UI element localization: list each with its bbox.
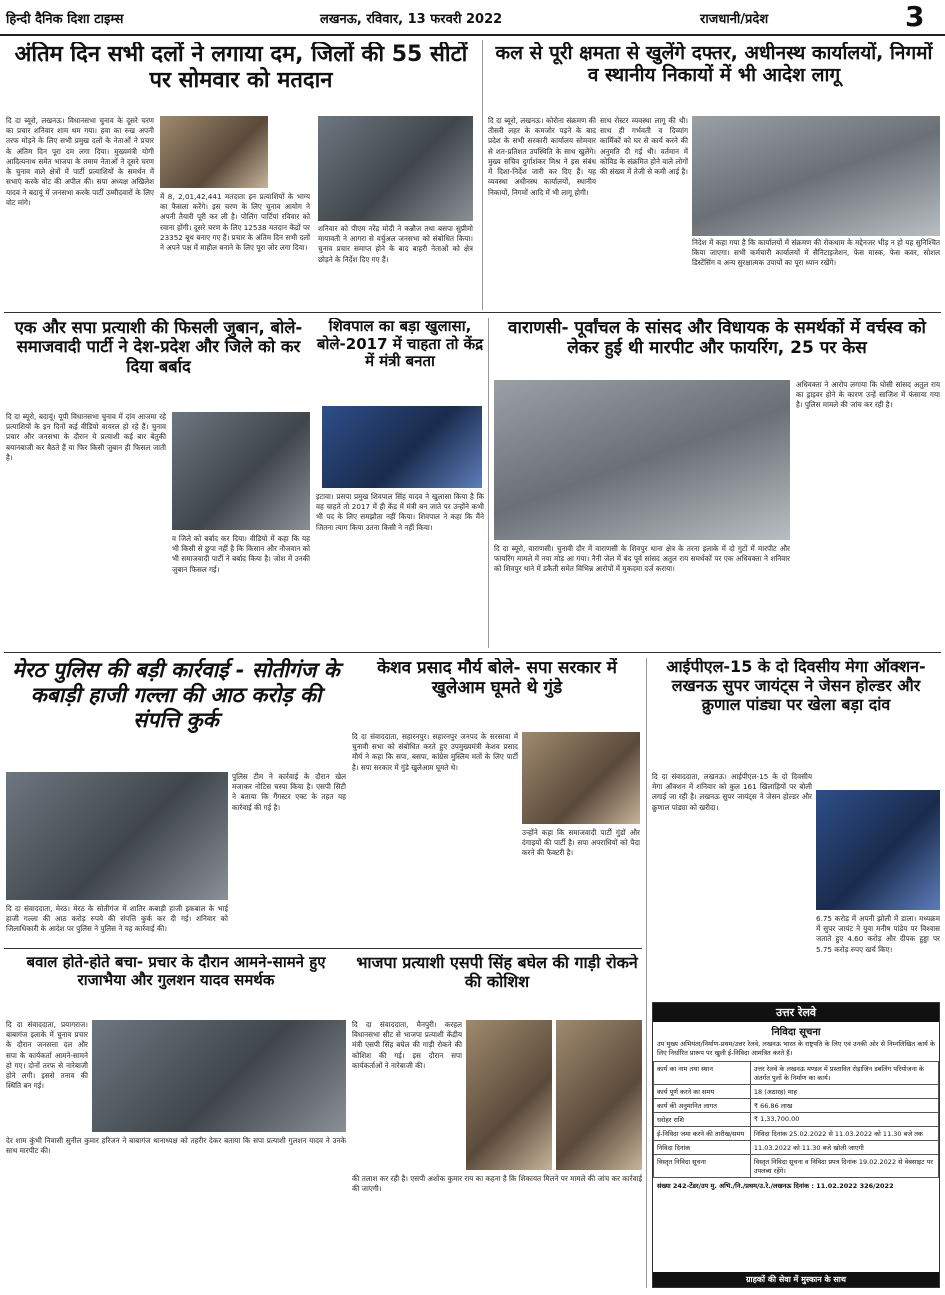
section-name: राजधानी/प्रदेश <box>700 12 769 27</box>
article-2-body: दि दा ब्यूरो, लखनऊ। कोरोना संक्रमण की तीसरी लहर के कमजोर पड़ने के बाद प्रदेश के सभी सरकारी कार्यालय सोमवार से शत-प्रतिशत उपस्थिति के साथ खुलेंगे। मुख्य सचिव दुर्गाशंकर मिश्र ने इस संबंध में दिशा-निर्देश जारी कर दिए हैं। यह व्यवस्था अधीनस्थ कार्यालयों, स्थानीय निकायों, निगमों आदि में भी लागू होगी। <box>488 116 596 197</box>
tender-intro: उप मुख्य अभियंता/निर्माण-प्रथम/उत्तर रेलवे, लखनऊ भारत के राष्ट्रपति के लिए एवं उनकी ओर से निम्नलिखित कार्य के लिए निर्धारित प्रारूप पर खुली ई-निविदा आमंत्रित करते हैं। <box>657 1040 935 1057</box>
akhilesh-yadav-photo <box>556 1020 642 1170</box>
tender-label: उत्तर रेलवे <box>653 1003 939 1022</box>
column-rule <box>488 318 489 648</box>
article-8-body: दि दा संवाददाता, लखनऊ। आईपीएल-15 के दो दिवसीय मेगा ऑक्शन में शनिवार को कुल 161 खिलाड़ियों पर बोली लगाई जा रही है। लखनऊ सुपर जायंट्स ने जेसन होल्डर और क्रुणाल पांड्या को खरीदा। <box>652 772 812 812</box>
article-10-body-2: की तलाश कर रही है। एसपी अशोक कुमार राय का कहना है कि शिकायत मिलने पर मामले की जांच कर कार्रवाई की जाएगी। <box>352 1174 642 1194</box>
article-10-headline: भाजपा प्रत्याशी एसपी सिंह बघेल की गाड़ी रोकने की कोशिश <box>356 954 638 991</box>
article-1-headline: अंतिम दिन सभी दलों ने लगाया दम, जिलों की 55 सीटों पर सोमवार को मतदान <box>14 42 468 93</box>
article-7-headline: केशव प्रसाद मौर्य बोले- सपा सरकार में खुलेआम घूमते थे गुंडे <box>377 658 617 699</box>
article-10-body: दि दा संवाददाता, मैनपुरी। करहल विधानसभा सीट से भाजपा प्रत्याशी केंद्रीय मंत्री एसपी सिंह बघेल की गाड़ी रोकने की कोशिश की गई। इस दौरान सपा कार्यकर्ताओं ने नारेबाजी की। <box>352 1020 462 1070</box>
table-row: विस्तृत निविदा सूचना विस्तृत निविदा सूचना व निविदा प्रपत्र दिनांक 19.02.2022 से वेबसाइट पर उपलब्ध रहेंगे। <box>654 1154 939 1177</box>
tender-slogan: ग्राहकों की सेवा में मुस्कान के साथ <box>653 1272 939 1287</box>
table-row: निविदा दिनांक 11.03.2022 को 11.30 बजे खोली जाएगी <box>654 1140 939 1154</box>
article-5-headline: वाराणसी- पूर्वांचल के सांसद और विधायक के समर्थकों में वर्चस्व को लेकर हुई थी मारपीट और फायरिंग, 25 पर केस <box>508 318 926 359</box>
voting-finger-photo <box>160 116 268 188</box>
table-row: कार्य की अनुमानित लागत ₹ 66.86 लाख <box>654 1098 939 1112</box>
article-6-body: दि दा संवाददाता, मेरठ। मेरठ के सोतीगंज में शातिर कबाड़ी हाजी इकबाल के भाई हाजी गल्ला की आठ करोड़ रुपये की संपत्ति कुर्क कर दी गई। शनिवार को जिलाधिकारी के आदेश पर पुलिस ने पुलिस ने यह कार्रवाई की। <box>6 904 228 934</box>
article-8-headline: आईपीएल-15 के दो दिवसीय मेगा ऑक्शन- लखनऊ सुपर जायंट्स ने जेसन होल्डर और क्रुणाल पांड्या पर खेला बड़ा दांव <box>666 658 926 714</box>
page-number: 3 <box>905 0 925 33</box>
article-1-body-mid: में 8, 2,01,42,441 मतदाता इन प्रत्याशियों के भाग्य का फैसला करेंगे। इस चरण के लिए चुनाव आयोग ने अपनी तैयारी पूरी कर ली है। पोलिंग पार्टियां रविवार को रवाना होंगी। दूसरे चरण के लिए 12538 मतदान केंद्रों पर 23352 बूथ बनाए गए हैं। प्रचार के अंतिम दिन सभी दलों ने अपने पक्ष में माहौल बनाने के लिए पूरा जोर लगा दिया। <box>160 192 310 253</box>
police-property-photo <box>6 772 228 900</box>
office-workers-photo <box>692 116 940 236</box>
article-8-body-2: 6.75 करोड़ में अपनी झोली में डाला। मध्यक्रम में सुपर जायंट ने युवा मनीष पांडेय पर विश्वास जताते हुए 4.60 करोड़ और दीपक हुड्डा पर 5.75 करोड़ रुपए खर्च किए। <box>816 914 940 954</box>
article-2-caption: निदेश में कहा गया है कि कार्यालयों में संक्रमण की रोकथाम के मद्देनजर भीड़ न हो यह सुनिश्चित किया जाएगा। सभी कर्मचारी कार्यालयों में सैनिटाइजेशन, फेस मास्क, फेस कवर, सोशल डिस्टेंसिंग व अन्य सुरक्षात्मक उपायों का पूरा ध्यान रखेंगे। <box>692 238 940 268</box>
article-2-headline: कल से पूरी क्षमता से खुलेंगे दफ्तर, अधीनस्थ कार्यालयों, निगमों व स्थानीय निकायों में भी आदेश लागू <box>495 42 933 87</box>
article-6-body-2: पुलिस टीम ने कार्रवाई के दौरान खेल मजाकर नोटिस चस्पा किया है। एसपी सिटी ने बताया कि गैंगस्टर एक्ट के तहत यह कार्रवाई की गई है। <box>232 772 346 812</box>
article-9-headline: बवाल होते-होते बचा- प्रचार के दौरान आमने-सामने हुए राजाभैया और गुलशन यादव समर्थक <box>26 954 326 989</box>
article-3-headline: एक और सपा प्रत्याशी की फिसली जुबान, बोले-समाजवादी पार्टी ने देश-प्रदेश और जिले को कर दिया बर्बाद <box>14 318 303 376</box>
masthead <box>0 0 945 36</box>
column-rule <box>482 40 483 310</box>
dateline: लखनऊ, रविवार, 13 फरवरी 2022 <box>320 12 503 27</box>
article-1-body-right: शनिवार को पीएम नरेंद्र मोदी ने कन्नौज तथा बसपा सुप्रीमो मायावती ने आगरा से वर्चुअल जनसभा को संबोधित किया। चुनाव प्रचार समाप्त होने के बाद बाहरी नेताओं को क्षेत्र छोड़ने के निर्देश दिए गए हैं। <box>318 224 473 264</box>
article-4-body: इटावा। प्रसपा प्रमुख शिवपाल सिंह यादव ने खुलासा किया है कि वह चाहते तो 2017 में ही केंद्र में मंत्री बन जाते पर उन्होंने कभी भी पद के लिए समझौता नहीं किया। शिवपाल ने कहा कि मैंने जितना त्याग किया उतना किसी ने नहीं किया। <box>316 492 484 532</box>
road-scene-photo <box>494 380 790 540</box>
cricketer-photo <box>816 790 940 910</box>
section-rule <box>4 312 941 313</box>
rally-photo <box>318 116 473 221</box>
shivpal-photo <box>322 406 482 488</box>
keshav-maurya-photo <box>522 732 640 824</box>
article-4-headline: शिवपाल का बड़ा खुलासा, बोले-2017 में चाहता तो केंद्र में मंत्री बनता <box>316 318 484 371</box>
campaign-crowd-photo <box>92 1020 346 1132</box>
article-9-body-2: देर शाम कुंभी निवासी सुनील कुमार हरिजन ने बाबागंज थानाध्यक्ष को तहरीर देकर बताया कि सपा प्रत्याशी गुलशन यादव ने उनके साथ मारपीट की। <box>6 1136 346 1156</box>
tender-notice <box>652 1002 940 1288</box>
article-5-body: दि दा ब्यूरो, वाराणसी। चुनावी दौर में वाराणसी के शिवपुर थाना क्षेत्र के तरना इलाके में दो गुटों में मारपीट और फायरिंग मामले में नया मोड़ आ गया। नैनी जेल में बंद पूर्व सांसद अतुल राय समर्थकों पर एक अधिवक्ता ने शनिवार को शिवपुर थाने में डकैती समेत विभिन्न आरोपों में मुकदमा दर्ज कराया। <box>494 544 790 574</box>
article-5-body-2: अधिवक्ता ने आरोप लगाया कि घोसी सांसद अतुल राय का ड्राइवर होने के कारण उन्हें साजिश में फंसाया गया है। पुलिस मामले की जांच कर रही है। <box>796 380 940 410</box>
paper-name: हिन्दी दैनिक दिशा टाइम्स <box>6 12 124 27</box>
tender-table <box>653 1061 939 1178</box>
tender-footer: संख्या 242-टेंडर/उप मु. अभि./नि./प्रथम/उ.रे./लखनऊ दिनांक : 11.02.2022 326/2022 <box>657 1181 894 1190</box>
table-row: कार्य का नाम तथा स्थान उत्तर रेलवे के लखनऊ मण्डल में प्रस्तावित रोड़ाजिन डबलिंग परियोजना के अंतर्गत पुलों के निर्माण का कार्य। <box>654 1061 939 1084</box>
article-3-body-2: व जिले को बर्बाद कर दिया। वीडियो में कहा कि यह भी किसी से छुपा नहीं है कि किसान और नौजवान को भी समाजवादी पार्टी ने बर्बाद किया है। जोश में उनकी जुबान फिसल गई। <box>172 534 310 574</box>
table-row: धरोहर राशि ₹ 1,33,700.00 <box>654 1112 939 1126</box>
table-row: ई-निविदा जमा करने की तारीख/समय निविदा दिनांक 25.02.2022 से 11.03.2022 को 11.30 बजे तक <box>654 1126 939 1140</box>
article-7-body: दि दा संवाददाता, सहारनपुर। सहारनपुर जनपद के सरसावा में चुनावी सभा को संबोधित करते हुए उपमुख्यमंत्री केशव प्रसाद मौर्य ने कहा कि सपा, बसपा, कांग्रेस मुस्लिम मतों के लिए पार्टी है। सपा सरकार में गुंडे खुलेआम घूमते थे। <box>352 732 518 772</box>
section-rule <box>4 652 941 653</box>
tender-title: निविदा सूचना <box>771 1027 821 1038</box>
article-9-body: दि दा संवाददाता, प्रयागराज। बाबागंज इलाके में चुनाव प्रचार के दौरान जनसत्ता दल और सपा के कार्यकर्ता आमने-सामने हो गए। दोनों तरफ से नारेबाजी होने लगी। इससे तनाव की स्थिति बन गई। <box>6 1020 88 1091</box>
column-rule <box>646 658 647 1288</box>
table-row: कार्य पूर्ण करने का समय 18 (अठारह) माह <box>654 1084 939 1098</box>
candidate-speech-photo <box>172 412 310 530</box>
sp-singh-baghel-photo <box>466 1020 552 1170</box>
article-2-body-2: साथ रोस्टर व्यवस्था लागू की थी। साथ ही गर्भवती व दिव्यांग कार्मिकों को घर से कार्य करने की अनुमति दी गई थी। वर्तमान में कोविड के संक्रमित होने वाले लोगों की संख्या में तेजी से कमी आई है। <box>600 116 688 177</box>
article-7-body-2: उन्होंने कहा कि समाजवादी पार्टी गुंडों और दंगाइयों की पार्टी है। सपा अपराधियों को पैदा करने की फैक्टरी है। <box>522 828 640 858</box>
article-6-headline: मेरठ पुलिस की बड़ी कार्रवाई - सोतीगंज के कबाड़ी हाजी गल्ला की आठ करोड़ की संपत्ति कुर्क <box>12 658 340 732</box>
article-1-body: दि दा ब्यूरो, लखनऊ। विधानसभा चुनाव के दूसरे चरण का प्रचार शनिवार शाम थम गया। हवा का रुख अपनी तरफ मोड़ने के लिए सभी प्रमुख दलों के नेताओं ने प्रचार के अंतिम दिन पूरा दम लगा दिया। मुख्यमंत्री योगी आदित्यनाथ समेत भाजपा के तमाम नेताओं ने दूसरे चरण के चुनाव वाले क्षेत्रों में पार्टी प्रत्याशियों के समर्थन में सभाएं करके वोट की अपील की। सपा अध्यक्ष अखिलेश यादव ने बदायूं में जनसभा करके पार्टी उम्मीदवारों के लिए वोट मांगे। <box>6 116 154 207</box>
section-rule <box>4 948 642 949</box>
article-3-body: दि दा ब्यूरो, बदायूं। यूपी विधानसभा चुनाव में दांव आजमा रहे प्रत्याशियों के इन दिनों कई वीडियो वायरल हो रहे हैं। चुनाव प्रचार और जनसभा के दौरान ये प्रत्याशी कई बार बेतुकी बयानबाजी कर बैठते हैं या फिर किसी जुबान ही फिसल जाती है। <box>6 412 166 462</box>
